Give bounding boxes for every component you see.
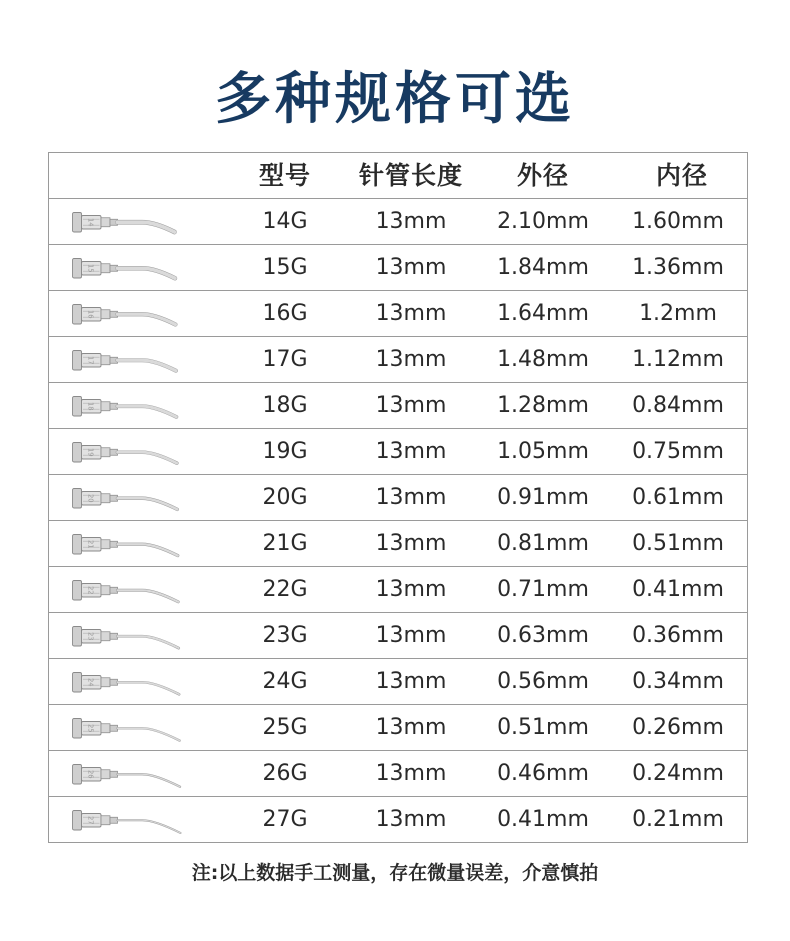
needle-icon [71,479,191,519]
needle-icon [71,341,191,381]
cell-inner-diameter: 0.61mm [632,485,724,510]
cell-outer-diameter: 0.91mm [497,485,589,510]
cell-model: 21G [262,531,308,556]
table-row [49,796,747,843]
cell-model: 26G [262,761,308,786]
cell-outer-diameter: 1.84mm [497,255,589,280]
table-row [49,336,747,382]
cell-model: 17G [262,347,308,372]
cell-inner-diameter: 0.21mm [632,807,724,832]
cell-length: 13mm [375,439,447,464]
needle-icon [71,709,191,749]
cell-model: 16G [262,301,308,326]
needle-icon [71,755,191,795]
needle-icon [71,617,191,657]
header-inner-diameter: 内径 [655,161,708,190]
disclaimer-note: 注:以上数据手工测量，存在微量误差，介意慎拍 [191,862,599,884]
cell-length: 13mm [375,715,447,740]
cell-inner-diameter: 0.41mm [632,577,724,602]
cell-model: 20G [262,485,308,510]
table-row [49,428,747,474]
needle-gauge-label: 24 [86,677,95,687]
needle-gauge-label: 22 [86,585,95,595]
table-row [49,290,747,336]
cell-inner-diameter: 1.2mm [639,301,717,326]
needle-gauge-label: 26 [86,769,95,779]
header-model: 型号 [258,161,311,190]
needle-icon [71,525,191,565]
cell-outer-diameter: 0.56mm [497,669,589,694]
cell-length: 13mm [375,255,447,280]
table-row [49,474,747,520]
needle-icon [71,203,191,243]
cell-length: 13mm [375,485,447,510]
needle-gauge-label: 16 [86,309,95,319]
cell-length: 13mm [375,761,447,786]
cell-model: 24G [262,669,308,694]
table-row [49,612,747,658]
cell-inner-diameter: 0.84mm [632,393,724,418]
cell-model: 27G [262,807,308,832]
cell-model: 14G [262,209,308,234]
table-header-row [49,152,747,198]
needle-gauge-label: 20 [86,493,95,503]
cell-model: 22G [262,577,308,602]
needle-icon [71,663,191,703]
cell-inner-diameter: 0.36mm [632,623,724,648]
cell-outer-diameter: 0.46mm [497,761,589,786]
needle-icon [71,387,191,427]
needle-icon [71,249,191,289]
header-outer-diameter: 外径 [516,161,569,190]
table-row [49,704,747,750]
cell-inner-diameter: 0.75mm [632,439,724,464]
needle-gauge-label: 15 [86,263,95,273]
cell-length: 13mm [375,209,447,234]
needle-gauge-label: 18 [86,401,95,411]
needle-icon [71,571,191,611]
needle-gauge-label: 19 [86,447,95,457]
cell-outer-diameter: 0.41mm [497,807,589,832]
cell-outer-diameter: 0.63mm [497,623,589,648]
cell-inner-diameter: 0.26mm [632,715,724,740]
header-length: 针管长度 [358,161,463,190]
page-title: 多种规格可选 [215,67,575,132]
cell-outer-diameter: 0.81mm [497,531,589,556]
cell-length: 13mm [375,669,447,694]
cell-inner-diameter: 0.34mm [632,669,724,694]
cell-outer-diameter: 1.48mm [497,347,589,372]
needle-gauge-label: 21 [86,539,95,549]
cell-model: 23G [262,623,308,648]
table-row [49,658,747,704]
cell-length: 13mm [375,393,447,418]
spec-table [48,152,748,843]
cell-inner-diameter: 0.51mm [632,531,724,556]
cell-length: 13mm [375,623,447,648]
table-row [49,566,747,612]
cell-inner-diameter: 0.24mm [632,761,724,786]
cell-inner-diameter: 1.36mm [632,255,724,280]
needle-gauge-label: 27 [86,815,95,825]
cell-outer-diameter: 0.71mm [497,577,589,602]
cell-length: 13mm [375,301,447,326]
table-row [49,382,747,428]
cell-length: 13mm [375,577,447,602]
cell-length: 13mm [375,807,447,832]
needle-gauge-label: 25 [86,723,95,733]
needle-icon [71,433,191,473]
cell-model: 18G [262,393,308,418]
cell-length: 13mm [375,531,447,556]
table-row [49,750,747,796]
cell-inner-diameter: 1.12mm [632,347,724,372]
cell-outer-diameter: 1.64mm [497,301,589,326]
cell-outer-diameter: 2.10mm [497,209,589,234]
table-row [49,198,747,244]
table-row [49,520,747,566]
cell-outer-diameter: 1.28mm [497,393,589,418]
cell-inner-diameter: 1.60mm [632,209,724,234]
needle-icon [71,295,191,335]
needle-gauge-label: 23 [86,631,95,641]
cell-outer-diameter: 0.51mm [497,715,589,740]
cell-length: 13mm [375,347,447,372]
table-row [49,244,747,290]
needle-icon [71,801,191,841]
cell-model: 19G [262,439,308,464]
cell-model: 15G [262,255,308,280]
needle-gauge-label: 14 [86,217,95,227]
cell-model: 25G [262,715,308,740]
cell-outer-diameter: 1.05mm [497,439,589,464]
needle-gauge-label: 17 [86,355,95,365]
